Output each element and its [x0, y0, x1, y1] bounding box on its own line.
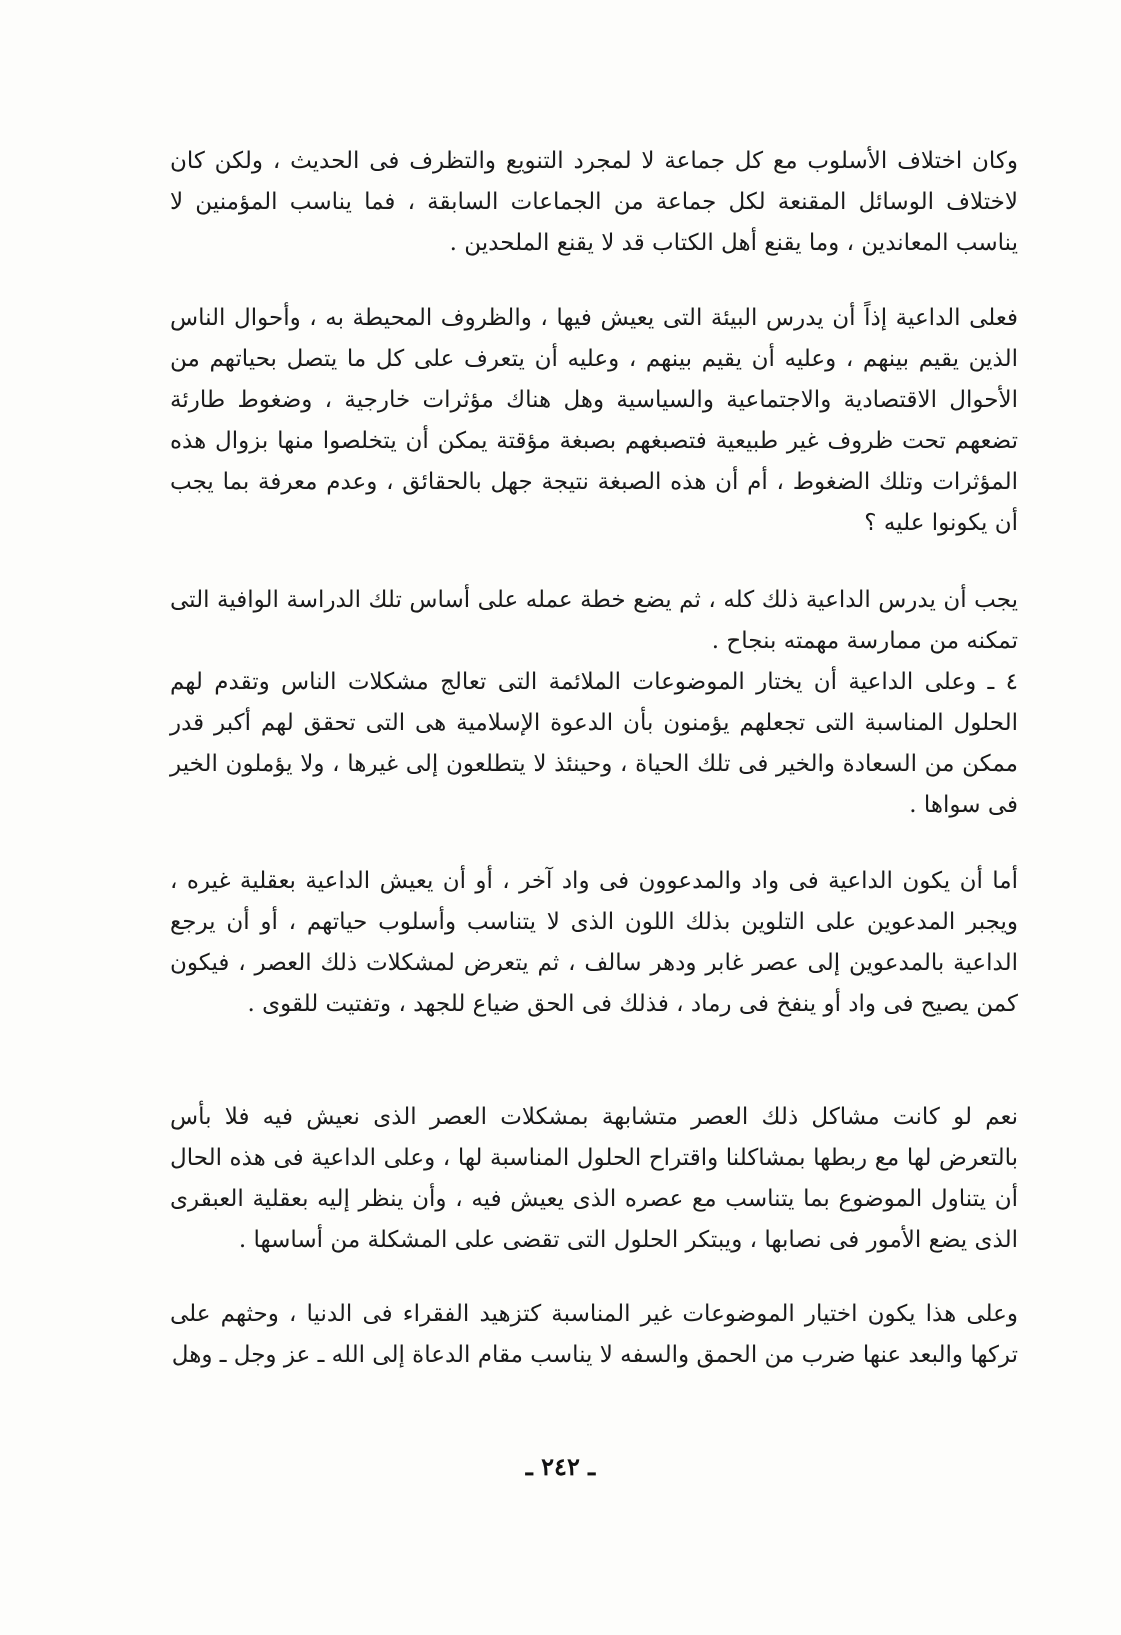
paragraph-text: أما أن يكون الداعية فى واد والمدعوون فى واد آخر ، أو أن يعيش الداعية بعقلية غيره ، ويجبر المدعوين على التلوين بذلك اللون الذى لا يتناسب وأسلوب حياتهم ، أو أن يرجع الداعية بالمدعوين إلى عصر غابر ودهر سالف ، ثم يتعرض لمشكلات ذلك العصر ، فيكون كمن يصيح فى واد أو ينفخ فى رماد ، فذلك فى الحق ضياع للجهد ، وتفتيت للقوى . — [170, 868, 1018, 1017]
paragraph-text: وعلى هذا يكون اختيار الموضوعات غير المناسبة كتزهيد الفقراء فى الدنيا ، وحثهم على تركها والبعد عنها ضرب من الحمق والسفه لا يناسب مقام الدعاة إلى الله ـ عز وجل ـ وهل — [170, 1301, 1018, 1368]
paragraph-2 — [170, 298, 1018, 544]
paragraph-7 — [170, 1294, 1018, 1376]
paragraph-1 — [170, 141, 1018, 264]
paragraph-text: فعلى الداعية إذاً أن يدرس البيئة التى يعيش فيها ، والظروف المحيطة به ، وأحوال الناس الذين يقيم بينهم ، وعليه أن يقيم بينهم ، وعليه أن يتعرف على كل ما يتصل بحياتهم من الأحوال الاقتصادية والاجتماعية والسياسية وهل هناك مؤثرات خارجية ، وضغوط طارئة تضعهم تحت ظروف غير طبيعية فتصبغهم بصبغة مؤقتة يمكن أن يتخلصوا منها بزوال هذه المؤثرات وتلك الضغوط ، أم أن هذه الصبغة نتيجة جهل بالحقائق ، وعدم معرفة بما يجب أن يكونوا عليه ؟ — [170, 305, 1018, 536]
paragraph-6 — [170, 1097, 1018, 1261]
paragraph-text: نعم لو كانت مشاكل ذلك العصر متشابهة بمشكلات العصر الذى نعيش فيه فلا بأس بالتعرض لها مع ربطها بمشاكلنا واقتراح الحلول المناسبة لها ، وعلى الداعية فى هذه الحال أن يتناول الموضوع بما يتناسب مع عصره الذى يعيش فيه ، وأن ينظر إليه بعقلية العبقرى الذى يضع الأمور فى نصابها ، ويبتكر الحلول التى تقضى على المشكلة من أساسها . — [170, 1104, 1018, 1253]
paragraph-5 — [170, 861, 1018, 1025]
page-number: ـ ٢٤٢ ـ — [525, 1452, 596, 1481]
paragraph-3 — [170, 580, 1018, 662]
paragraph-text: ٤ ـ وعلى الداعية أن يختار الموضوعات الملائمة التى تعالج مشكلات الناس وتقدم لهم الحلول المناسبة التى تجعلهم يؤمنون بأن الدعوة الإسلامية هى التى تحقق لهم أكبر قدر ممكن من السعادة والخير فى تلك الحياة ، وحينئذ لا يتطلعون إلى غيرها ، ولا يؤملون الخير فى سواها . — [170, 669, 1018, 818]
paragraph-text: يجب أن يدرس الداعية ذلك كله ، ثم يضع خطة عمله على أساس تلك الدراسة الوافية التى تمكنه من ممارسة مهمته بنجاح . — [170, 587, 1018, 654]
paragraph-4 — [170, 662, 1018, 826]
paragraph-text: وكان اختلاف الأسلوب مع كل جماعة لا لمجرد التنويع والتظرف فى الحديث ، ولكن كان لاختلاف الوسائل المقنعة لكل جماعة من الجماعات السابقة ، فما يناسب المؤمنين لا يناسب المعاندين ، وما يقنع أهل الكتاب قد لا يقنع الملحدين . — [170, 148, 1018, 256]
